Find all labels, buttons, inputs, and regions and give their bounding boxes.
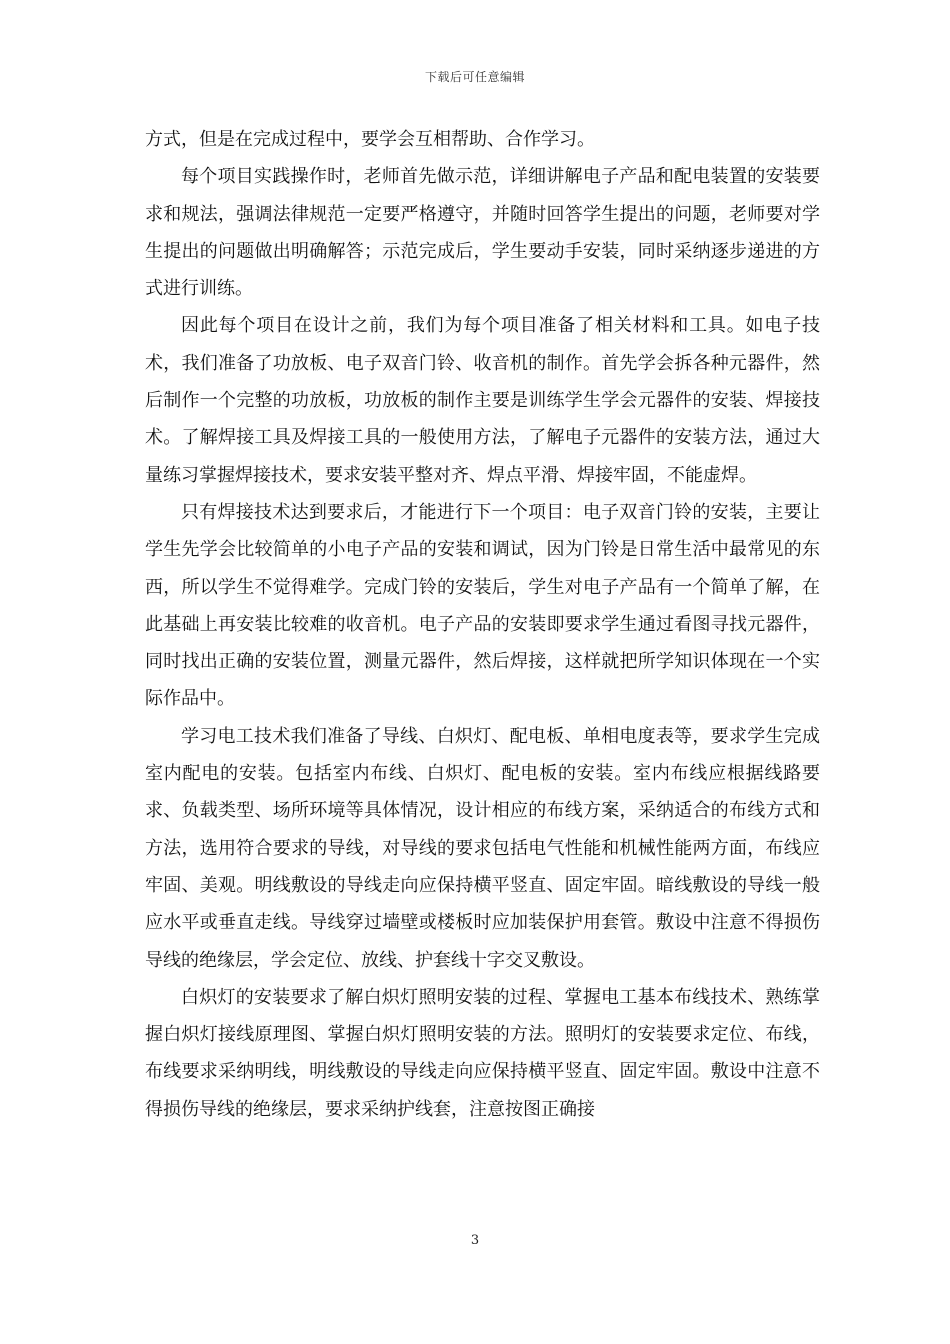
paragraph-continuation: 方式，但是在完成过程中，要学会互相帮助、合作学习。 bbox=[145, 129, 595, 150]
paragraph-doorbell-radio: 只有焊接技术达到要求后，才能进行下一个项目：电子双音门铃的安装，主要让学生先学会比较简单的小电子产品的安装和调试，因为门铃是日常生活中最常见的东西，所以学生不觉得难学。完成门铃的安装后，学生对电子产品有一个简单了解，在此基础上再安装比较难的收音机。电子产品的安装即要求学生通过看图寻找元器件，同时找出正确的安装位置，测量元器件，然后焊接，这样就把所学知识体现在一个实际作品中。 bbox=[145, 501, 820, 710]
document-body bbox=[145, 121, 820, 1128]
page-number: 3 bbox=[470, 1233, 480, 1248]
paragraph-demonstration: 每个项目实践操作时，老师首先做示范，详细讲解电子产品和配电装置的安装要求和规法，强调法律规范一定要严格遵守，并随时回答学生提出的问题，老师要对学生提出的问题做出明确解答；示范完成后，学生要动手安装，同时采纳逐步递进的方式进行训练。 bbox=[145, 166, 820, 300]
paragraph-incandescent-lamp: 白炽灯的安装要求了解白炽灯照明安装的过程、掌握电工基本布线技术、熟练掌握白炽灯接线原理图、掌握白炽灯照明安装的方法。照明灯的安装要求定位、布线，布线要求采纳明线，明线敷设的导线走向应保持横平竖直、固定牢固。敷设中注意不得损伤导线的绝缘层，要求采纳护线套，注意按图正确接 bbox=[145, 986, 820, 1120]
page-header: 下载后可任意编辑 bbox=[424, 70, 525, 84]
paragraph-electrical-wiring: 学习电工技术我们准备了导线、白炽灯、配电板、单相电度表等，要求学生完成室内配电的安装。包括室内布线、白炽灯、配电板的安装。室内布线应根据线路要求、负载类型、场所环境等具体情况，设计相应的布线方案，采纳适合的布线方式和方法，选用符合要求的导线，对导线的要求包括电气性能和机械性能两方面，布线应牢固、美观。明线敷设的导线走向应保持横平竖直、固定牢固。暗线敷设的导线一般应水平或垂直走线。导线穿过墙壁或楼板时应加装保护用套管。敷设中注意不得损伤导线的绝缘层，学会定位、放线、护套线十字交叉敷设。 bbox=[145, 725, 820, 971]
paragraph-electronics-materials: 因此每个项目在设计之前，我们为每个项目准备了相关材料和工具。如电子技术，我们准备了功放板、电子双音门铃、收音机的制作。首先学会拆各种元器件，然后制作一个完整的功放板，功放板的制作主要是训练学生学会元器件的安装、焊接技术。了解焊接工具及焊接工具的一般使用方法，了解电子元器件的安装方法，通过大量练习掌握焊接技术，要求安装平整对齐、焊点平滑、焊接牢固，不能虚焊。 bbox=[145, 315, 820, 486]
